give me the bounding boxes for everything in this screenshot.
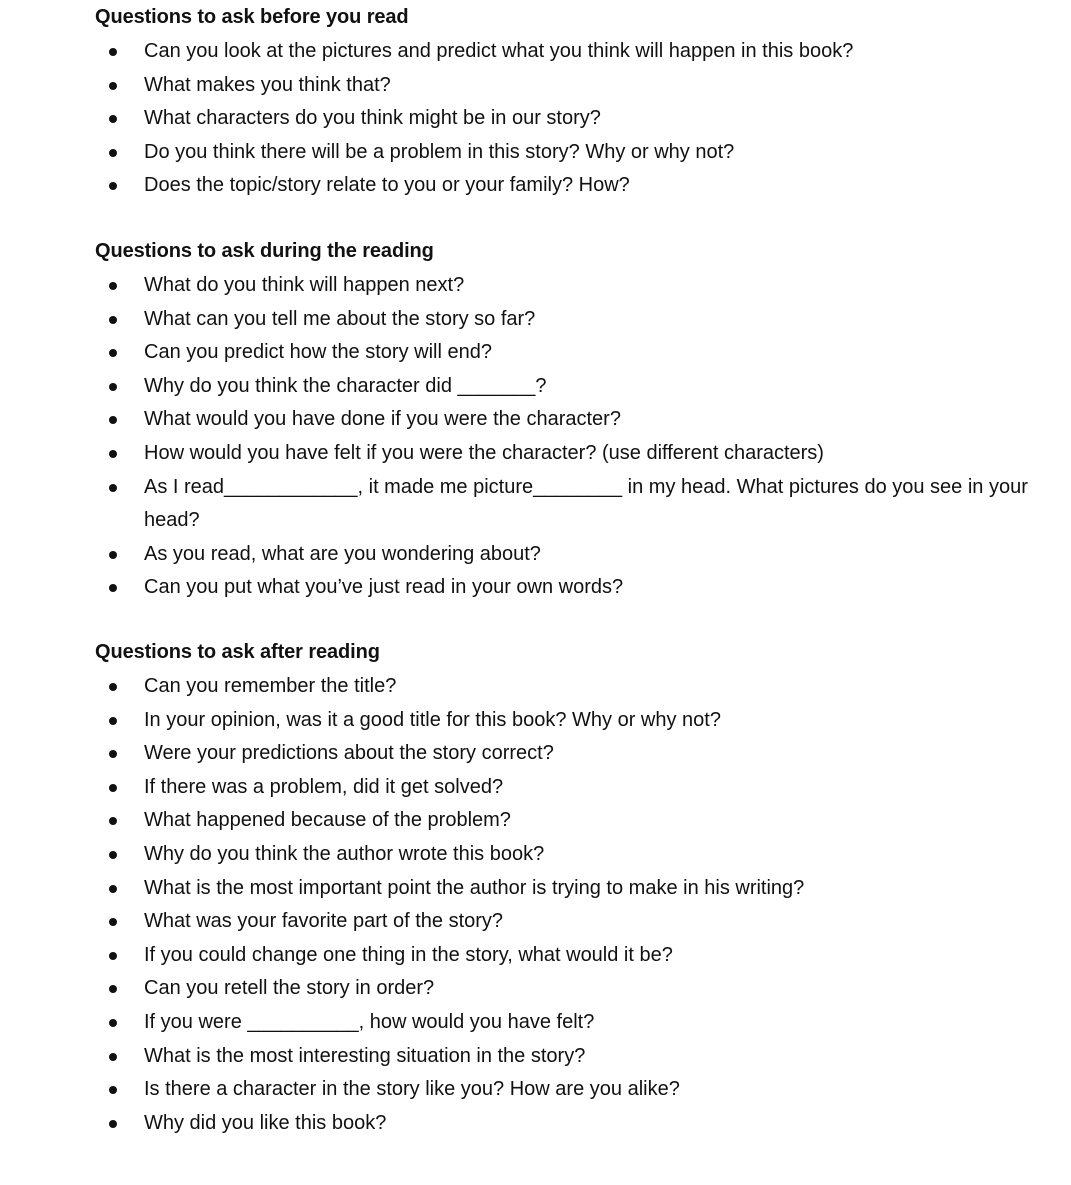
bullet-icon [109,416,117,424]
list-item-text: Were your predictions about the story correct? [144,742,554,765]
list-item [0,102,1044,136]
bullet-icon [109,82,117,90]
list-item-text: What would you have done if you were the character? [144,408,621,431]
list-item [0,370,1044,404]
bullet-icon [109,885,117,893]
list-item-text: In your opinion, was it a good title for this book? Why or why not? [144,708,721,731]
list-item-text: If there was a problem, did it get solved? [144,775,504,798]
list-item [0,737,1044,771]
list-item-text: Why do you think the character did _______? [144,374,547,397]
list-item [0,972,1044,1006]
section-heading: Questions to ask after reading [95,641,380,663]
bullet-icon [109,182,117,190]
list-item [0,69,1044,103]
list-item-text: Can you retell the story in order? [144,977,435,1000]
question-list [0,269,1071,605]
bullet-icon [109,851,117,859]
list-item-text: What was your favorite part of the story? [144,910,504,933]
list-item [0,905,1044,939]
question-list [0,35,1071,203]
bullet-icon [109,1053,117,1061]
list-item-text: What do you think will happen next? [144,274,465,296]
list-item-text: Why did you like this book? [144,1111,387,1134]
list-item [0,872,1044,906]
question-list [0,670,1071,1140]
list-item-text: What happened because of the problem? [144,809,511,832]
list-item-text: Can you remember the title? [144,675,397,697]
list-item-text: As you read, what are you wondering about? [144,542,541,565]
list-item [0,670,1044,704]
bullet-icon [109,784,117,792]
bullet-icon [109,149,117,157]
bullet-icon [109,985,117,993]
list-item [0,804,1044,838]
list-item [0,1040,1044,1074]
list-item [0,538,1044,572]
bullet-icon [109,1019,117,1027]
bullet-icon [109,1120,117,1128]
bullet-icon [109,683,117,691]
list-item-text: Is there a character in the story like you? How are you alike? [144,1078,680,1101]
bullet-icon [109,1086,117,1094]
section-heading: Questions to ask during the reading [95,240,434,262]
bullet-icon [109,484,117,492]
bullet-icon [109,717,117,725]
list-item-text: What is the most important point the author is trying to make in his writing? [144,876,805,899]
list-item [0,1107,1044,1141]
list-item [0,437,1044,471]
list-item [0,704,1044,738]
bullet-icon [109,383,117,391]
section-heading: Questions to ask before you read [95,6,409,28]
bullet-icon [109,48,117,56]
list-item-text: What is the most interesting situation in the story? [144,1044,586,1067]
list-item-text: How would you have felt if you were the character? (use different characters) [144,441,824,464]
list-item-text: What characters do you think might be in our story? [144,107,601,130]
list-item-text: What can you tell me about the story so far? [144,307,536,330]
bullet-icon [109,750,117,758]
list-item-text: Can you look at the pictures and predict what you think will happen in this book? [144,40,854,62]
bullet-icon [109,584,117,592]
list-item-text: What makes you think that? [144,73,391,96]
list-item-text: If you could change one thing in the story, what would it be? [144,943,673,966]
list-item-text: If you were __________, how would you have felt? [144,1010,595,1033]
bullet-icon [109,450,117,458]
list-item-text: Do you think there will be a problem in this story? Why or why not? [144,140,735,163]
bullet-icon [109,817,117,825]
bullet-icon [109,918,117,926]
bullet-icon [109,316,117,324]
list-item [0,403,1044,437]
bullet-icon [109,115,117,123]
bullet-icon [109,551,117,559]
list-item [0,471,1034,538]
list-item [0,838,1044,872]
list-item [0,269,1044,303]
list-item-text: Can you put what you’ve just read in your own words? [144,576,624,599]
list-item [0,1073,1044,1107]
list-item [0,35,1044,69]
list-item [0,571,1044,605]
bullet-icon [109,952,117,960]
list-item [0,303,1044,337]
bullet-icon [109,349,117,357]
list-item [0,939,1044,973]
list-item-text: Why do you think the author wrote this book? [144,842,545,865]
list-item [0,169,1044,203]
list-item-text: Does the topic/story relate to you or your family? How? [144,174,630,197]
list-item [0,136,1044,170]
list-item [0,771,1044,805]
list-item-text: As I read____________, it made me picture________ in my head. What pictures do you see in your head? [144,475,1028,532]
list-item [0,336,1044,370]
list-item [0,1006,1044,1040]
bullet-icon [109,282,117,290]
list-item-text: Can you predict how the story will end? [144,341,492,364]
